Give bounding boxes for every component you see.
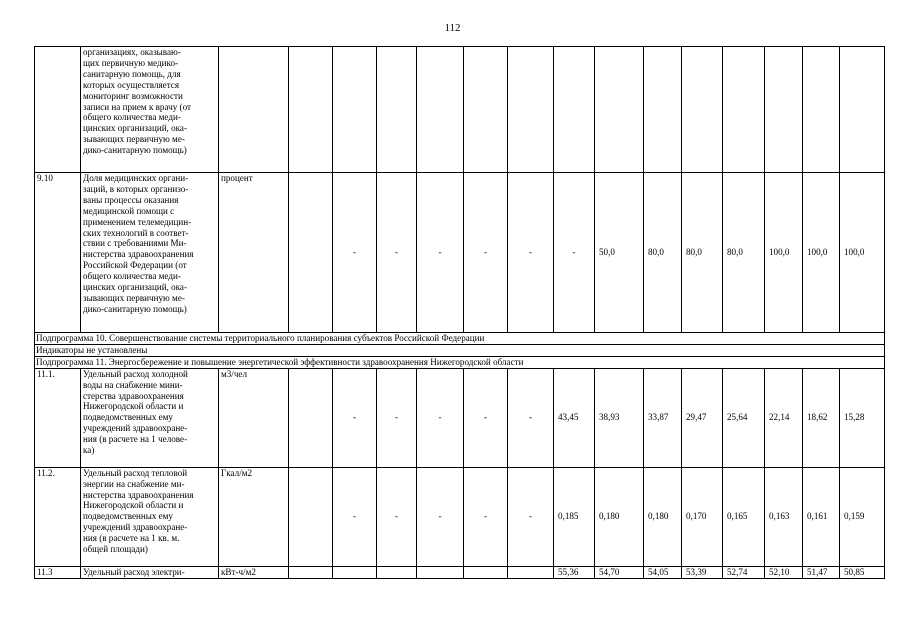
value-cell: 80,0 <box>723 173 765 333</box>
row-number-cell <box>35 47 81 173</box>
value-cell <box>289 47 333 173</box>
value-cell: 43,45 <box>554 368 595 467</box>
value-cell: 0,180 <box>595 467 644 566</box>
value-cell: - <box>333 173 377 333</box>
value-cell <box>377 566 417 578</box>
row-number-cell: 11.2. <box>35 467 81 566</box>
value-cell: - <box>417 467 464 566</box>
value-cell: 18,62 <box>803 368 840 467</box>
subprogram-title: Подпрограмма 11. Энергосбережение и повышение энергетической эффективности здравоохранения Нижегородской области <box>35 356 885 368</box>
value-cell: - <box>464 467 508 566</box>
value-cell: - <box>333 368 377 467</box>
table-row <box>35 368 885 467</box>
value-cell: 0,163 <box>765 467 803 566</box>
subprogram-row <box>35 344 885 356</box>
subprogram-row <box>35 333 885 345</box>
value-cell: - <box>464 173 508 333</box>
value-cell <box>840 47 885 173</box>
value-cell <box>554 47 595 173</box>
indicators-table <box>34 46 885 579</box>
value-cell: 80,0 <box>644 173 682 333</box>
row-number-cell: 11.1. <box>35 368 81 467</box>
table-row <box>35 467 885 566</box>
value-cell <box>723 47 765 173</box>
unit-cell <box>219 47 289 173</box>
value-cell: 0,159 <box>840 467 885 566</box>
value-cell: 55,36 <box>554 566 595 578</box>
value-cell <box>644 47 682 173</box>
value-cell <box>289 467 333 566</box>
value-cell: - <box>464 368 508 467</box>
row-number-cell: 11.3 <box>35 566 81 578</box>
table-row <box>35 173 885 333</box>
value-cell: 100,0 <box>765 173 803 333</box>
unit-cell: кВт-ч/м2 <box>219 566 289 578</box>
value-cell: - <box>508 368 554 467</box>
row-number-cell: 9.10 <box>35 173 81 333</box>
unit-cell: Гкал/м2 <box>219 467 289 566</box>
unit-cell: м3/чел <box>219 368 289 467</box>
value-cell <box>333 566 377 578</box>
indicators-note: Индикаторы не установлены <box>35 344 885 356</box>
value-cell: - <box>417 173 464 333</box>
value-cell <box>377 47 417 173</box>
value-cell: - <box>377 467 417 566</box>
value-cell <box>508 566 554 578</box>
value-cell: 80,0 <box>682 173 723 333</box>
value-cell <box>765 47 803 173</box>
unit-cell: процент <box>219 173 289 333</box>
value-cell: 100,0 <box>840 173 885 333</box>
value-cell: 50,0 <box>595 173 644 333</box>
value-cell: 0,180 <box>644 467 682 566</box>
value-cell: 51,47 <box>803 566 840 578</box>
value-cell: 52,10 <box>765 566 803 578</box>
value-cell <box>595 47 644 173</box>
value-cell <box>508 47 554 173</box>
value-cell <box>464 47 508 173</box>
value-cell: 53,39 <box>682 566 723 578</box>
table-row <box>35 566 885 578</box>
value-cell: - <box>377 173 417 333</box>
value-cell <box>417 566 464 578</box>
value-cell <box>289 368 333 467</box>
value-cell: - <box>554 173 595 333</box>
value-cell: 15,28 <box>840 368 885 467</box>
indicator-name-cell: Удельный расход электри- <box>81 566 219 578</box>
value-cell: - <box>417 368 464 467</box>
value-cell <box>803 47 840 173</box>
value-cell: 0,170 <box>682 467 723 566</box>
value-cell: - <box>508 173 554 333</box>
value-cell: 25,64 <box>723 368 765 467</box>
indicator-name-cell: Удельный расход холодной воды на снабжение мини- стерства здравоохранения Нижегородской области и подведомственных ему учреждений здравоохране- ния (в расчете на 1 челове- ка) <box>81 368 219 467</box>
value-cell: - <box>333 467 377 566</box>
value-cell <box>464 566 508 578</box>
value-cell: - <box>508 467 554 566</box>
table-row <box>35 47 885 173</box>
indicator-name-cell: Удельный расход тепловой энергии на снабжение ми- нистерства здравоохранения Нижегородской области и подведомственных ему учреждений здравоохране- ния (в расчете на 1 кв. м. общей площади) <box>81 467 219 566</box>
value-cell: 0,165 <box>723 467 765 566</box>
value-cell: 100,0 <box>803 173 840 333</box>
value-cell: 50,85 <box>840 566 885 578</box>
value-cell: 54,05 <box>644 566 682 578</box>
value-cell: - <box>377 368 417 467</box>
value-cell <box>682 47 723 173</box>
value-cell: 38,93 <box>595 368 644 467</box>
value-cell <box>333 47 377 173</box>
value-cell: 0,185 <box>554 467 595 566</box>
value-cell: 52,74 <box>723 566 765 578</box>
value-cell: 29,47 <box>682 368 723 467</box>
indicator-name-cell: организациях, оказываю- щих первичную медико- санитарную помощь, для которых осуществляется мониторинг возможности записи на прием к врачу (от общего количества меди- цинских организаций, ока- зывающих первичную ме- дико-санитарную помощь) <box>81 47 219 173</box>
value-cell: 33,87 <box>644 368 682 467</box>
value-cell: 54,70 <box>595 566 644 578</box>
subprogram-title: Подпрограмма 10. Совершенствование системы территориального планирования субъектов Российской Федерации <box>35 333 885 345</box>
value-cell <box>417 47 464 173</box>
value-cell: 0,161 <box>803 467 840 566</box>
subprogram-row <box>35 356 885 368</box>
page-number: 112 <box>444 22 461 34</box>
value-cell <box>289 173 333 333</box>
value-cell <box>289 566 333 578</box>
indicator-name-cell: Доля медицинских органи- заций, в которых организо- ваны процессы оказания медицинской помощи с применением телемедицин- ских технологий в соответ- ствии с требованиями Ми- нистерства здравоохранения Российской Федерации (от общего количества меди- цинских организаций, ока- зывающих первичную ме- дико-санитарную помощь) <box>81 173 219 333</box>
value-cell: 22,14 <box>765 368 803 467</box>
